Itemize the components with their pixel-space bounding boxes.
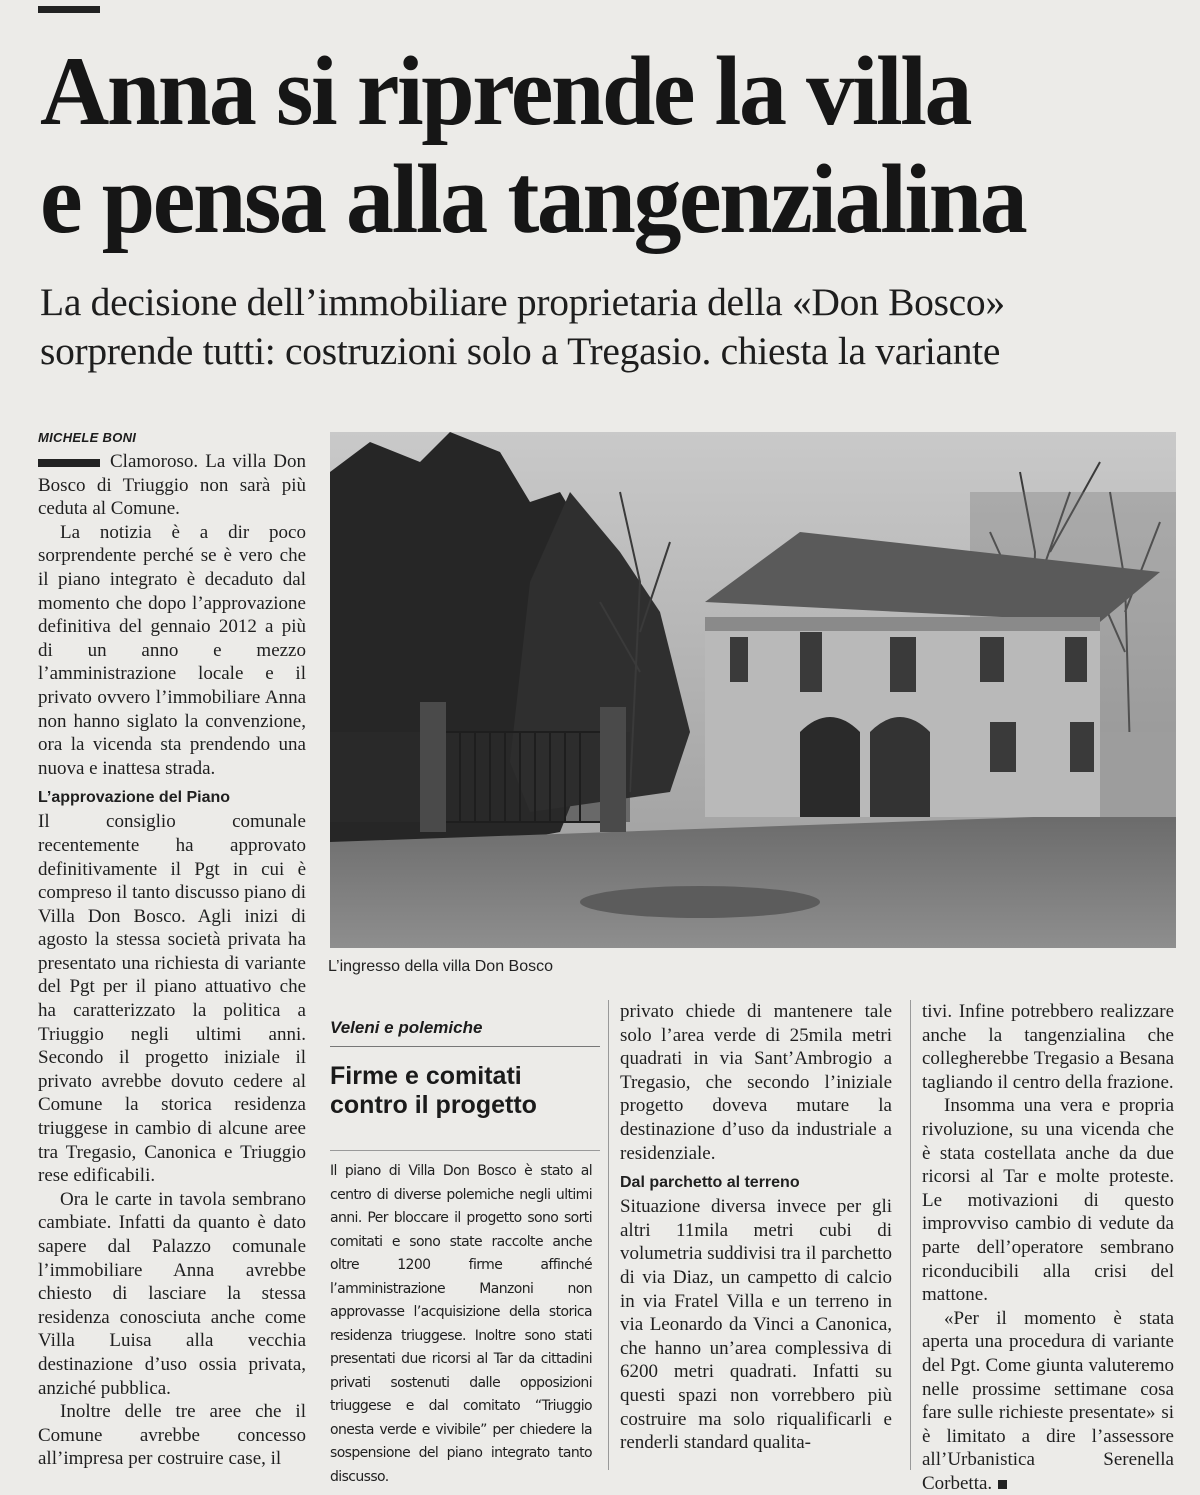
paragraph: Situazione diversa invece per gli altri 11mila metri cubi di volumetria suddivisi tra il parchetto di via Diaz, un campetto di calcio in via Fratel Villa e un terreno in via Leonardo da Vinci a Canonica, che hanno un’area complessiva di 6200 metri quadrati. Infatti su questi spazi non vorrebbero più costruire ma solo riqualificarli e renderli standard qualita-: [620, 1196, 892, 1454]
sidebar-title: Firme e comitati contro il progetto: [330, 1062, 537, 1119]
paragraph: Insomma una vera e propria rivoluzione, su una vicenda che è stata costellata anche da due ricorsi al Tar e molte proteste. Le motivazioni di questo improvviso cambio di vedute da parte dell’operatore sembrano riconducibili alla crisi del mattone.: [922, 1095, 1174, 1306]
paragraph: Inoltre delle tre aree che il Comune avrebbe concesso all’impresa per costruire case, il: [38, 1401, 306, 1470]
column-3: [620, 1000, 892, 1455]
paragraph: Il consiglio comunale recentemente ha approvato definitivamente il Pgt in cui è compreso il tanto discusso piano di Villa Don Bosco. Agli inizi di agosto la stessa società privata ha presentato una richiesta di variante del Pgt per il piano attuativo che ha caratterizzato la politica a Triuggio negli ultimi anni. Secondo il progetto iniziale il privato avrebbe dovuto cedere al Comune la storica residenza triuggese in cambio di alcune aree tra Tregasio, Canonica e Triuggio rese edificabili.: [38, 811, 306, 1187]
top-rule: [38, 6, 100, 13]
lead-paragraph: [38, 450, 306, 521]
sidebar-body: Il piano di Villa Don Bosco è stato al centro di diverse polemiche negli ultimi anni. Per bloccare il progetto sono sorti comitati e sono state raccolte anche oltre 1200 firme affinché l’amministrazione Manzoni non approvasse l’acquisizione della storica residenza triuggese. Inoltre sono stati presentati due ricorsi al Tar da cittadini privati sostenuti dalle opposizioni triuggese e dal comitato “Triuggio onesta verde e vivibile” per chiedere la sospensione del piano integrato tanto discusso.: [330, 1163, 592, 1485]
paragraph: privato chiede di mantenere tale solo l’area verde di 25mila metri quadrati in via Sant’Ambrogio a Tregasio, che secondo l’iniziale progetto doveva mutare la destinazione d’uso da industriale a residenziale.: [620, 1001, 892, 1164]
column-divider: [608, 1000, 609, 1470]
byline: MICHELE BONI: [38, 430, 137, 445]
closing-text: «Per il momento è stata aperta una procedura di variante del Pgt. Come giunta valuteremo nelle prossime settimane cosa fare sulle richieste presentate» si è limitato a dire l’assessore all’Urbanistica Serenella Corbetta.: [922, 1307, 1174, 1494]
paragraph: [922, 1307, 1174, 1495]
villa-photo: [330, 432, 1176, 948]
sidebar-kicker: Veleni e polemiche: [330, 1018, 483, 1037]
headline: Anna si riprende la villa e pensa alla tangenzialina: [40, 37, 1026, 254]
paragraph: tivi. Infine potrebbero realizzare anche la tangenzialina che collegherebbe Tregasio a Besana tagliando il centro della frazione.: [922, 1001, 1174, 1093]
paragraph: La notizia è a dir poco sorprendente perché se è vero che il piano integrato è decaduto dal momento che dopo l’approvazione definitiva del gennaio 2012 a più di un anno e mezzo l’amministrazione locale e il privato ovvero l’immobiliare Anna non hanno siglato la convenzione, ora la vicenda sta prendendo una nuova e inattesa strada.: [38, 521, 306, 779]
photo-caption: L’ingresso della villa Don Bosco: [328, 958, 554, 975]
divider: [330, 1150, 600, 1151]
subheadline: La decisione dell’immobiliare proprietaria della «Don Bosco» sorprende tutti: costruzioni solo a Tregasio. chiesta la variante: [40, 280, 1005, 373]
divider: [330, 1046, 600, 1047]
section-heading: Dal parchetto al terreno: [620, 1174, 800, 1192]
column-4: [922, 1000, 1174, 1495]
end-mark: [998, 1480, 1007, 1489]
section-heading: L’approvazione del Piano: [38, 789, 231, 807]
column-divider: [910, 1000, 911, 1470]
column-1: [38, 450, 306, 1471]
lead-marker: [38, 459, 100, 467]
paragraph: Ora le carte in tavola sembrano cambiate. Infatti da quanto è dato sapere dal Palazzo comunale l’immobiliare Anna avrebbe chiesto di lasciare la stessa residenza conosciuta anche come Villa Luisa alla vecchia destinazione d’uso ossia privata, anziché pubblica.: [38, 1188, 306, 1399]
lead-text: Clamoroso. La villa Don Bosco di Triuggio non sarà più ceduta al Comune.: [38, 451, 306, 520]
